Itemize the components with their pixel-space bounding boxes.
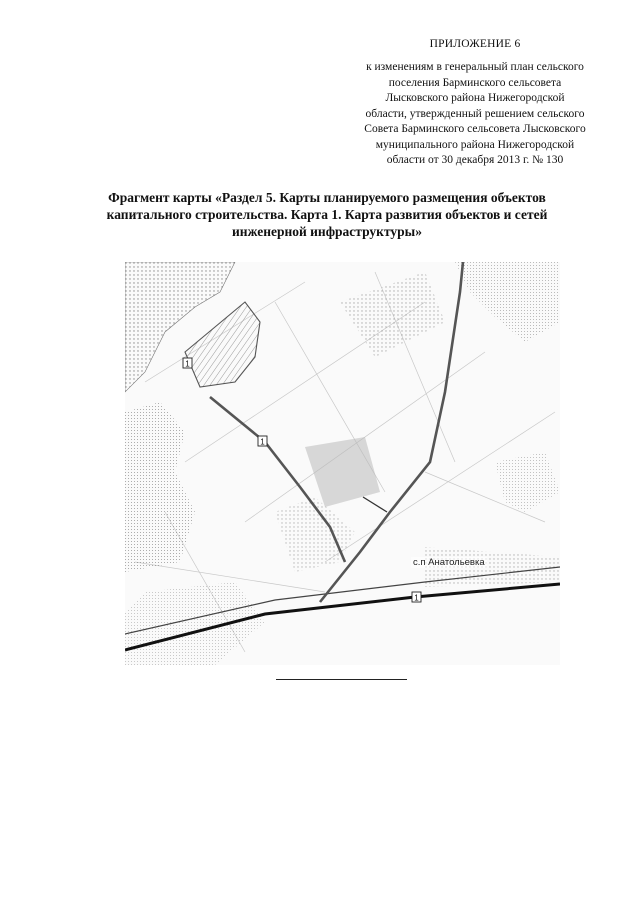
appendix-note-line: области от 30 декабря 2013 г. № 130: [386, 154, 564, 166]
settlement-label: с.п Анатольевка: [413, 557, 485, 568]
point-marker: [412, 592, 421, 603]
bottom-divider: [276, 679, 407, 680]
point-marker: [258, 436, 267, 447]
appendix-label: ПРИЛОЖЕНИЕ 6: [429, 38, 521, 50]
point-marker: [183, 358, 192, 369]
appendix-note-line: поселения Барминского сельсовета: [388, 76, 562, 89]
map-fragment: [125, 262, 560, 665]
map-drawing: [125, 262, 560, 665]
appendix-note-line: Совета Барминского сельсовета Лысковского: [364, 123, 586, 135]
title-line: инженерной инфраструктуры»: [232, 224, 422, 239]
appendix-note-line: области, утвержденный решением сельского: [365, 107, 585, 120]
point-marker-label: 1: [185, 359, 190, 369]
appendix-note: [330, 60, 620, 169]
appendix-note-line: Лысковского района Нижегородской: [385, 92, 565, 104]
appendix-note-line: муниципального района Нижегородской: [375, 138, 575, 151]
map-fragment-title: [82, 189, 572, 240]
appendix-note-line: к изменениям в генеральный план сельского: [366, 61, 584, 73]
point-marker-label: 1: [414, 593, 419, 603]
title-line: капитального строительства. Карта 1. Карта развития объектов и сетей: [106, 207, 548, 222]
engineering-network-line: [363, 497, 387, 512]
point-marker-label: 1: [260, 437, 265, 447]
title-line: Фрагмент карты «Раздел 5. Карты планируемого размещения объектов: [108, 190, 546, 205]
